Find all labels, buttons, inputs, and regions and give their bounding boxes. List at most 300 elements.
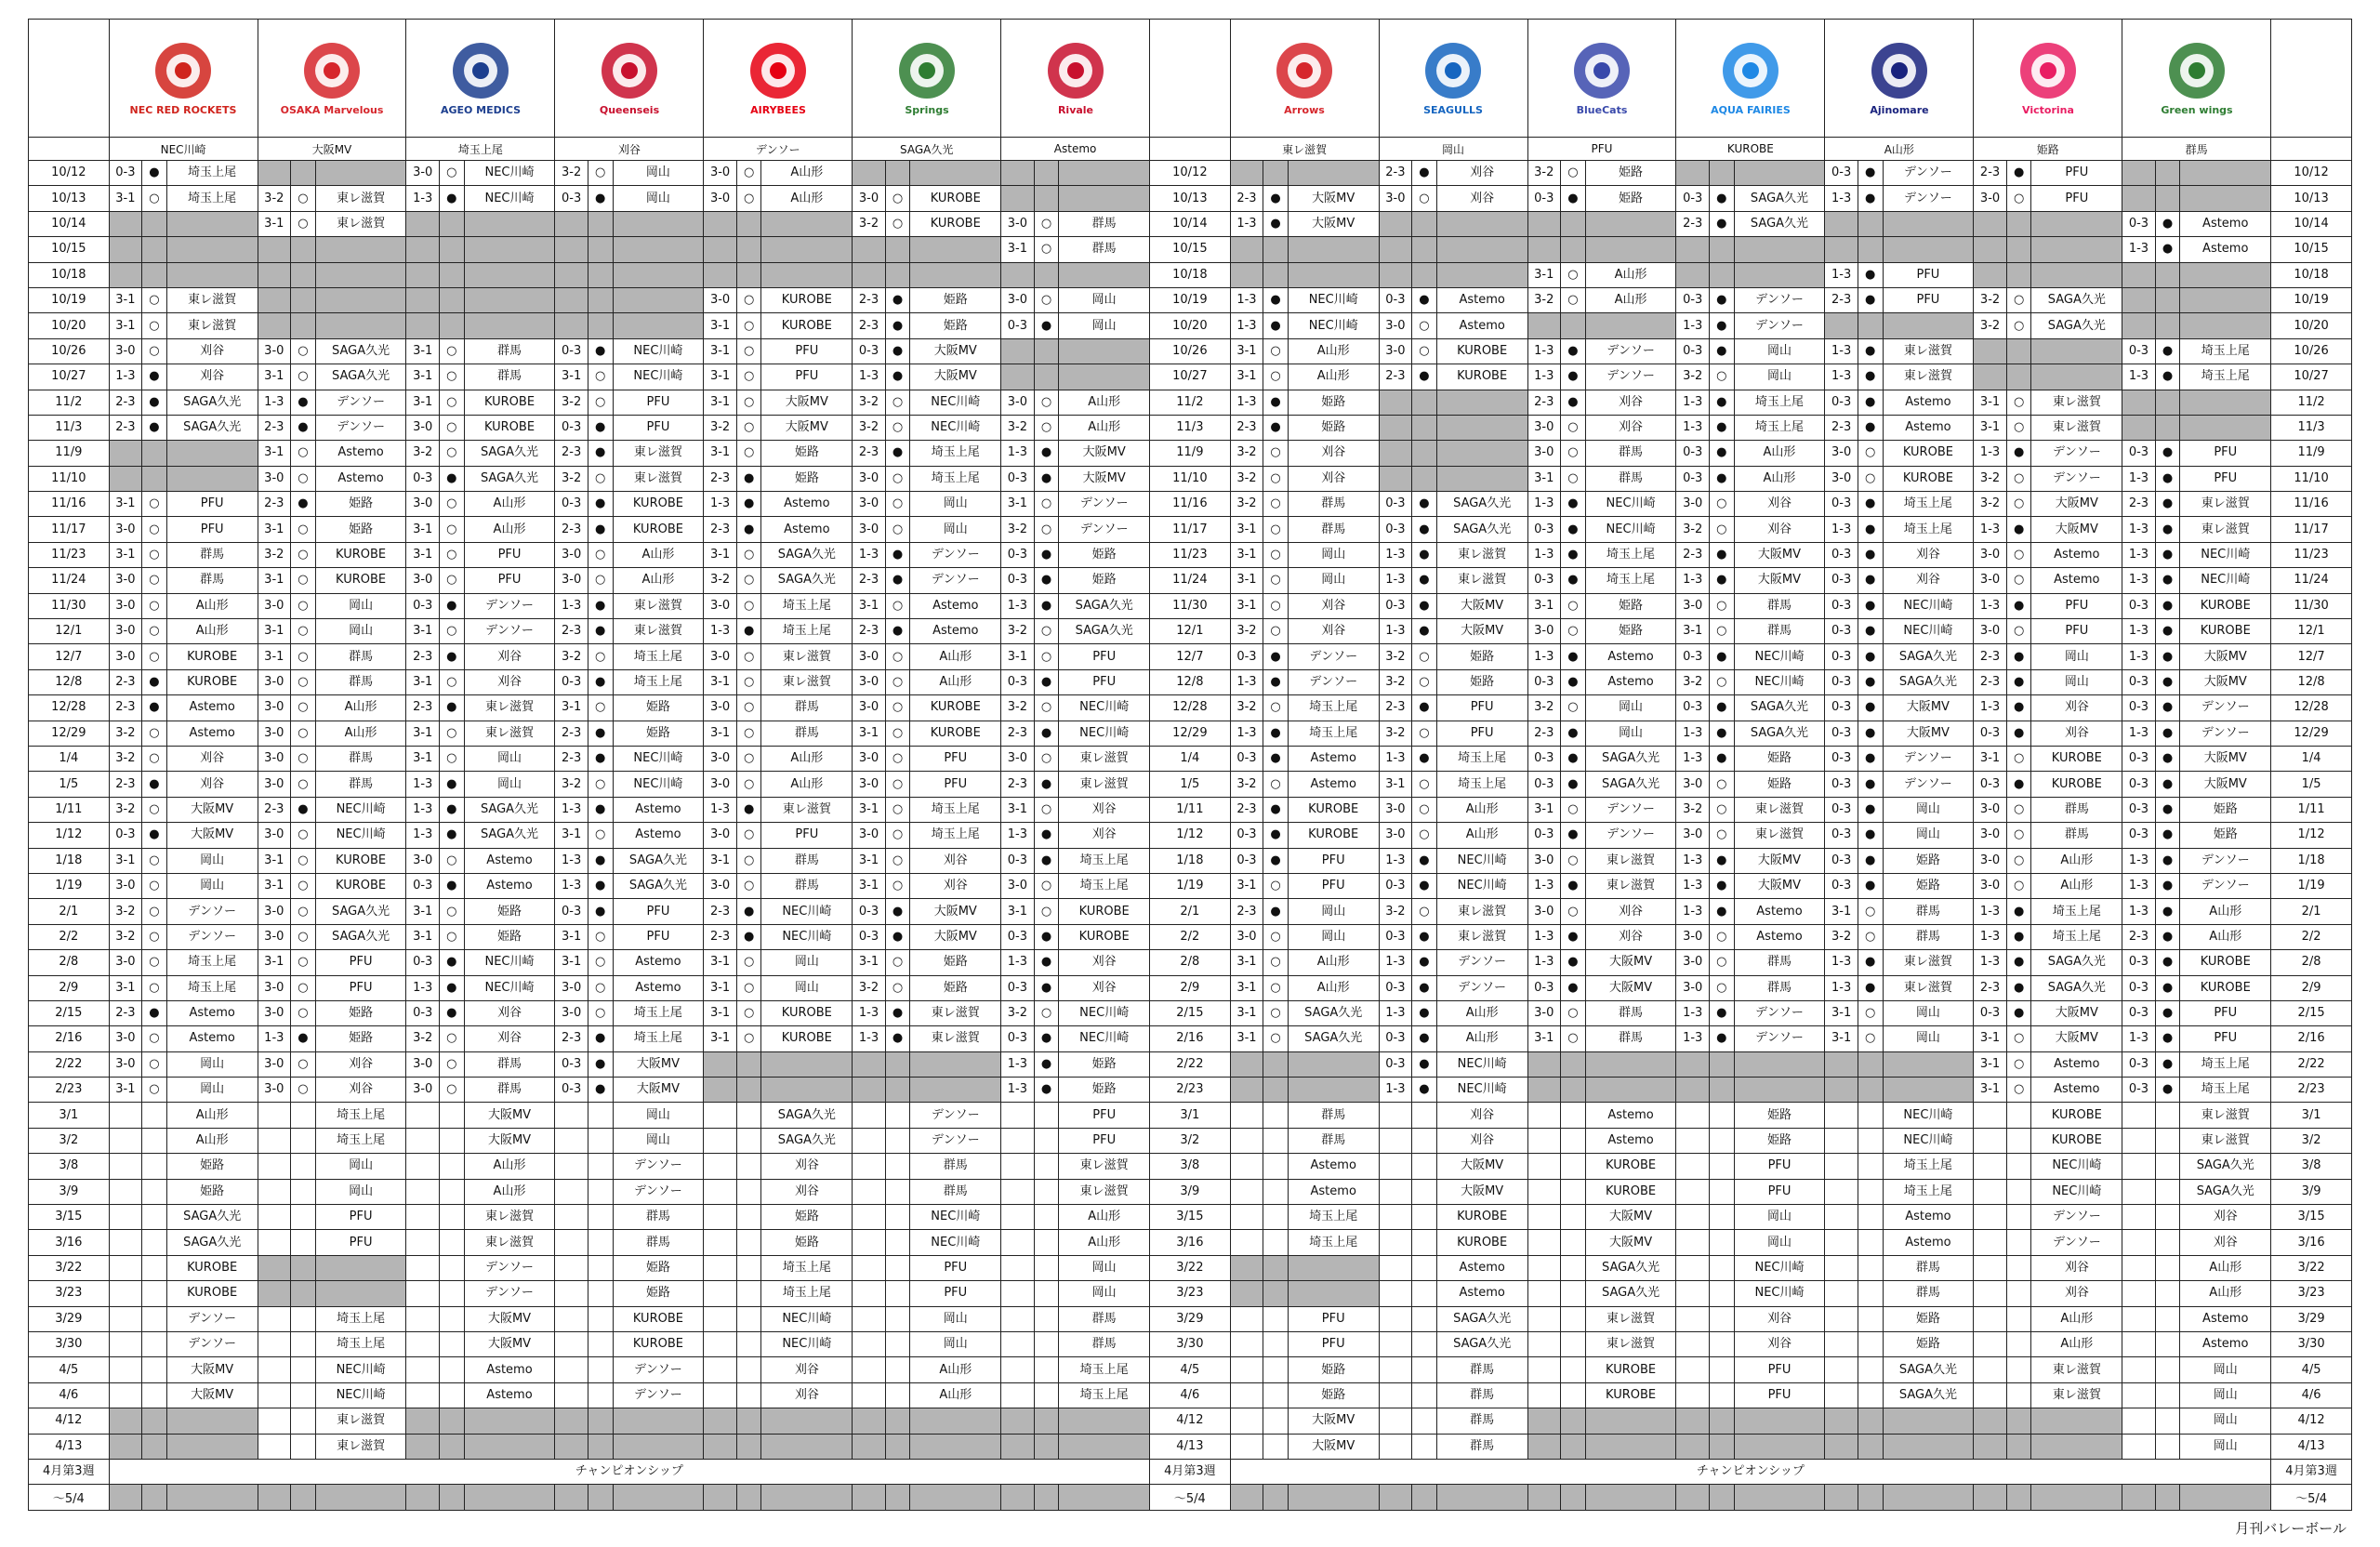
match-score: 3-0	[555, 1000, 588, 1025]
match-result	[439, 1128, 464, 1153]
no-match-opponent	[464, 1408, 555, 1434]
match-score: 3-1	[406, 746, 440, 771]
match-opponent: 東レ滋賀	[1059, 1179, 1150, 1204]
match-score	[1230, 1382, 1263, 1408]
match-result	[1412, 1255, 1437, 1280]
match-score: 3-2	[1676, 517, 1710, 542]
match-opponent: 姫路	[2180, 823, 2271, 848]
match-opponent: 埼玉上尾	[2180, 1078, 2271, 1103]
table-row	[29, 517, 2352, 542]
match-result: ○	[588, 823, 613, 848]
match-opponent: SAGA久光	[1288, 1026, 1379, 1051]
match-result: ●	[1034, 593, 1059, 618]
match-opponent: 東レ滋賀	[2031, 1357, 2122, 1382]
no-match-score	[1230, 237, 1263, 262]
match-result: ○	[2006, 390, 2031, 415]
match-score: 3-0	[853, 772, 886, 797]
match-result: ●	[588, 669, 613, 694]
table-row	[29, 1078, 2352, 1103]
match-result: ○	[885, 975, 910, 1000]
match-score	[2122, 1357, 2156, 1382]
match-result: ○	[885, 593, 910, 618]
match-score: 3-2	[1001, 415, 1035, 440]
no-match-result	[2155, 186, 2180, 211]
no-match-opponent	[1288, 161, 1379, 186]
match-opponent: 刈谷	[2031, 695, 2122, 721]
match-result: ●	[2155, 797, 2180, 822]
no-match-opponent	[910, 1078, 1001, 1103]
championship-end: ～5/4	[29, 1485, 110, 1510]
match-result: ●	[142, 415, 167, 440]
match-opponent: 群馬	[315, 772, 406, 797]
match-opponent: Astemo	[315, 466, 406, 491]
no-match-opponent	[761, 1408, 853, 1434]
match-score: 0-3	[1379, 593, 1412, 618]
date-cell-right: 1/11	[2271, 797, 2352, 822]
match-result: ○	[439, 415, 464, 440]
match-score: 3-0	[258, 772, 291, 797]
match-score	[704, 1306, 737, 1331]
no-match-score	[555, 1408, 588, 1434]
date-cell-mid: 12/1	[1150, 619, 1231, 644]
match-result: ○	[736, 364, 761, 390]
match-result: ○	[1263, 1026, 1289, 1051]
no-match-result	[291, 237, 316, 262]
match-result: ○	[736, 848, 761, 873]
match-opponent: 岡山	[166, 1051, 258, 1077]
match-result: ○	[1412, 338, 1437, 364]
no-match-score	[406, 1408, 440, 1434]
match-opponent: 大阪MV	[464, 1331, 555, 1356]
match-opponent: SAGA久光	[2031, 287, 2122, 312]
championship-gray	[1676, 1485, 1710, 1510]
date-cell-right: 3/30	[2271, 1331, 2352, 1356]
match-score	[1001, 1306, 1035, 1331]
match-score	[258, 1382, 291, 1408]
date-cell-right: 10/20	[2271, 313, 2352, 338]
match-opponent: 刈谷	[1734, 1331, 1825, 1356]
match-score	[1825, 1281, 1858, 1306]
match-opponent: Astemo	[464, 873, 555, 898]
match-score: 3-1	[704, 364, 737, 390]
match-result	[2006, 1357, 2031, 1382]
match-result	[2006, 1230, 2031, 1255]
springs-icon	[880, 27, 973, 129]
table-row	[29, 1230, 2352, 1255]
no-match-score	[1825, 237, 1858, 262]
match-score: 0-3	[406, 950, 440, 975]
match-result: ○	[2006, 1026, 2031, 1051]
date-cell: 2/8	[29, 950, 110, 975]
date-cell: 2/1	[29, 899, 110, 924]
match-score: 3-1	[258, 848, 291, 873]
match-opponent: KUROBE	[910, 211, 1001, 236]
match-result	[588, 1179, 613, 1204]
match-opponent: A山形	[910, 1382, 1001, 1408]
match-score: 3-0	[1379, 186, 1412, 211]
table-row	[29, 873, 2352, 898]
no-match-score	[406, 262, 440, 287]
match-score	[1001, 1154, 1035, 1179]
match-result	[1263, 1434, 1289, 1459]
date-cell-right: 12/7	[2271, 644, 2352, 669]
match-opponent: SAGA久光	[166, 415, 258, 440]
match-opponent: KUROBE	[613, 517, 704, 542]
match-score: 0-3	[1825, 619, 1858, 644]
match-result	[1561, 1154, 1586, 1179]
match-result	[1858, 1281, 1883, 1306]
match-score	[1825, 1103, 1858, 1128]
match-score	[1001, 1382, 1035, 1408]
date-cell: 3/30	[29, 1331, 110, 1356]
match-result	[1034, 1382, 1059, 1408]
match-score	[1230, 1230, 1263, 1255]
match-opponent: 群馬	[1734, 619, 1825, 644]
match-result: ○	[885, 492, 910, 517]
match-opponent: 刈谷	[2180, 1205, 2271, 1230]
match-score: 0-3	[109, 823, 142, 848]
match-result: ●	[142, 161, 167, 186]
match-result: ○	[588, 772, 613, 797]
match-result: ○	[142, 338, 167, 364]
date-cell-right: 3/8	[2271, 1154, 2352, 1179]
match-opponent: KUROBE	[761, 1026, 853, 1051]
match-score	[2122, 1331, 2156, 1356]
match-opponent: 東レ滋賀	[1734, 797, 1825, 822]
match-result: ○	[588, 466, 613, 491]
no-match-score	[258, 1255, 291, 1280]
match-opponent: PFU	[910, 1255, 1001, 1280]
no-match-result	[1709, 1408, 1734, 1434]
match-opponent: NEC川崎	[761, 1306, 853, 1331]
match-score: 3-1	[109, 848, 142, 873]
match-opponent: NEC川崎	[1288, 313, 1379, 338]
match-result: ○	[1709, 593, 1734, 618]
match-opponent: NEC川崎	[464, 950, 555, 975]
match-opponent: 姫路	[1059, 1051, 1150, 1077]
match-result: ●	[1263, 721, 1289, 746]
match-opponent: KUROBE	[166, 1255, 258, 1280]
match-result: ○	[1709, 517, 1734, 542]
match-opponent: 東レ滋賀	[166, 287, 258, 312]
match-score	[1527, 1357, 1561, 1382]
match-score: 3-0	[853, 669, 886, 694]
match-result: ○	[1263, 619, 1289, 644]
championship-label: チャンピオンシップ	[109, 1459, 1149, 1484]
match-score: 1-3	[1974, 695, 2007, 721]
match-opponent: 刈谷	[1436, 186, 1527, 211]
match-result	[142, 1255, 167, 1280]
date-cell-mid: 4/13	[1150, 1434, 1231, 1459]
match-opponent: Astemo	[166, 1026, 258, 1051]
no-match-opponent	[1883, 1408, 1974, 1434]
match-score	[1379, 1331, 1412, 1356]
match-score	[853, 1205, 886, 1230]
match-score: 3-0	[704, 746, 737, 771]
match-opponent: 埼玉上尾	[910, 466, 1001, 491]
match-opponent: Astemo	[1734, 924, 1825, 949]
match-result	[1561, 1382, 1586, 1408]
match-score: 3-1	[704, 390, 737, 415]
match-score	[109, 1230, 142, 1255]
match-score	[1001, 1179, 1035, 1204]
date-cell: 2/15	[29, 1000, 110, 1025]
championship-gray	[406, 1485, 440, 1510]
match-result: ●	[1858, 950, 1883, 975]
match-opponent: 埼玉上尾	[2180, 364, 2271, 390]
match-result	[1263, 1331, 1289, 1356]
match-result	[1034, 1154, 1059, 1179]
match-score: 1-3	[1825, 262, 1858, 287]
match-score	[1527, 1128, 1561, 1153]
match-opponent: 岡山	[464, 746, 555, 771]
match-opponent: A山形	[1585, 287, 1676, 312]
no-match-result	[1858, 1408, 1883, 1434]
match-score: 3-2	[406, 441, 440, 466]
match-result: ○	[142, 517, 167, 542]
match-opponent: 大阪MV	[613, 1051, 704, 1077]
match-result: ○	[736, 186, 761, 211]
table-row	[29, 364, 2352, 390]
no-match-opponent	[1734, 1078, 1825, 1103]
match-opponent: 姫路	[166, 1179, 258, 1204]
match-score	[406, 1306, 440, 1331]
match-opponent: 大阪MV	[761, 390, 853, 415]
match-score	[1230, 1331, 1263, 1356]
match-score: 0-3	[2122, 975, 2156, 1000]
team-name: 姫路	[1974, 138, 2122, 161]
match-result: ●	[588, 797, 613, 822]
no-match-opponent	[613, 1408, 704, 1434]
match-opponent: NEC川崎	[613, 364, 704, 390]
match-opponent: NEC川崎	[1059, 721, 1150, 746]
match-opponent: NEC川崎	[613, 746, 704, 771]
match-result	[1561, 1357, 1586, 1382]
match-opponent: A山形	[1436, 823, 1527, 848]
match-opponent: 埼玉上尾	[315, 1306, 406, 1331]
match-opponent: 群馬	[1059, 1331, 1150, 1356]
no-match-score	[1379, 262, 1412, 287]
no-match-opponent	[1883, 1078, 1974, 1103]
no-match-opponent	[1436, 211, 1527, 236]
match-result: ○	[291, 1051, 316, 1077]
no-match-result	[588, 1434, 613, 1459]
table-row	[29, 211, 2352, 236]
match-score: 3-0	[1974, 186, 2007, 211]
match-result	[2006, 1103, 2031, 1128]
match-opponent: 大阪MV	[2031, 1000, 2122, 1025]
match-score: 3-2	[1001, 1000, 1035, 1025]
match-opponent: デンソー	[166, 899, 258, 924]
match-result: ○	[291, 721, 316, 746]
match-result	[2006, 1382, 2031, 1408]
match-opponent: 群馬	[315, 746, 406, 771]
match-result: ●	[142, 695, 167, 721]
match-opponent: 刈谷	[1288, 466, 1379, 491]
match-score	[1676, 1281, 1710, 1306]
no-match-score	[1527, 1408, 1561, 1434]
match-result: ●	[142, 669, 167, 694]
match-result: ●	[2006, 161, 2031, 186]
match-opponent: 岡山	[315, 593, 406, 618]
match-result: ●	[1561, 873, 1586, 898]
match-score: 3-0	[109, 619, 142, 644]
date-cell-mid: 10/27	[1150, 364, 1231, 390]
match-opponent: 群馬	[1436, 1357, 1527, 1382]
match-score	[109, 1357, 142, 1382]
match-result: ●	[1858, 695, 1883, 721]
no-match-score	[1230, 161, 1263, 186]
match-score: 0-3	[2122, 950, 2156, 975]
match-score: 2-3	[1230, 899, 1263, 924]
match-result: ●	[1858, 644, 1883, 669]
match-opponent: 岡山	[2180, 1408, 2271, 1434]
match-opponent: 岡山	[1059, 1255, 1150, 1280]
championship-gray	[1561, 1485, 1586, 1510]
match-result: ○	[736, 644, 761, 669]
match-opponent: PFU	[1883, 262, 1974, 287]
match-result: ●	[1561, 390, 1586, 415]
match-opponent: PFU	[1734, 1357, 1825, 1382]
table-row	[29, 669, 2352, 694]
match-score: 3-1	[704, 542, 737, 567]
match-result: ○	[1263, 568, 1289, 593]
no-match-score	[1676, 1408, 1710, 1434]
match-result	[1709, 1306, 1734, 1331]
match-opponent: KUROBE	[910, 695, 1001, 721]
match-opponent: SAGA久光	[1883, 644, 1974, 669]
match-score: 3-2	[109, 746, 142, 771]
match-opponent: KUROBE	[2180, 950, 2271, 975]
date-cell-mid: 1/5	[1150, 772, 1231, 797]
match-score: 1-3	[406, 975, 440, 1000]
match-result	[2155, 1255, 2180, 1280]
match-opponent: 岡山	[910, 1331, 1001, 1356]
match-result: ●	[439, 772, 464, 797]
match-result: ●	[1561, 975, 1586, 1000]
match-opponent: 姫路	[1585, 593, 1676, 618]
championship-label-right: チャンピオンシップ	[1230, 1459, 2270, 1484]
match-result: ○	[1263, 1000, 1289, 1025]
match-opponent: SAGA久光	[2180, 1154, 2271, 1179]
match-score: 3-1	[853, 721, 886, 746]
table-row	[29, 1103, 2352, 1128]
match-opponent: 岡山	[1288, 568, 1379, 593]
match-score: 2-3	[109, 669, 142, 694]
date-cell-mid: 11/17	[1150, 517, 1231, 542]
match-result: ●	[588, 848, 613, 873]
match-score: 3-1	[1676, 619, 1710, 644]
match-score: 3-0	[1001, 746, 1035, 771]
match-score: 1-3	[2122, 848, 2156, 873]
match-score	[555, 1230, 588, 1255]
match-opponent: 群馬	[315, 669, 406, 694]
match-score: 0-3	[1527, 975, 1561, 1000]
match-score: 1-3	[1527, 950, 1561, 975]
no-match-opponent	[1288, 237, 1379, 262]
match-opponent: A山形	[2031, 848, 2122, 873]
date-cell-right: 10/27	[2271, 364, 2352, 390]
table-row	[29, 1434, 2352, 1459]
match-result: ○	[736, 950, 761, 975]
match-result: ●	[142, 390, 167, 415]
match-score: 3-2	[1230, 772, 1263, 797]
match-result: ●	[2155, 873, 2180, 898]
table-row	[29, 390, 2352, 415]
match-opponent: 大阪MV	[464, 1128, 555, 1153]
match-result: ○	[1263, 950, 1289, 975]
match-result	[1709, 1382, 1734, 1408]
match-score: 2-3	[406, 644, 440, 669]
match-result: ●	[1561, 924, 1586, 949]
match-score: 3-1	[1825, 899, 1858, 924]
match-opponent: PFU	[2180, 1026, 2271, 1051]
match-score: 3-0	[1676, 975, 1710, 1000]
no-match-score	[555, 237, 588, 262]
match-result: ●	[1709, 441, 1734, 466]
match-opponent: 大阪MV	[910, 924, 1001, 949]
no-match-opponent	[2180, 287, 2271, 312]
date-cell-mid: 2/8	[1150, 950, 1231, 975]
no-match-opponent	[2031, 237, 2122, 262]
schedule-table	[28, 19, 2352, 1511]
match-result: ●	[1709, 721, 1734, 746]
match-opponent: 大阪MV	[761, 415, 853, 440]
match-result: ○	[142, 1026, 167, 1051]
match-result	[1263, 1205, 1289, 1230]
match-opponent: 東レ滋賀	[2031, 1382, 2122, 1408]
match-opponent: 群馬	[166, 568, 258, 593]
match-result	[736, 1255, 761, 1280]
match-opponent: 刈谷	[2031, 1255, 2122, 1280]
match-result: ●	[1858, 364, 1883, 390]
match-score	[1527, 1103, 1561, 1128]
date-cell-right: 2/2	[2271, 924, 2352, 949]
match-score: 0-3	[1527, 746, 1561, 771]
match-opponent: デンソー	[1734, 287, 1825, 312]
match-score: 3-1	[1001, 237, 1035, 262]
match-result: ○	[1858, 441, 1883, 466]
date-cell-right: 3/1	[2271, 1103, 2352, 1128]
match-result: ○	[2006, 287, 2031, 312]
match-score: 1-3	[704, 619, 737, 644]
match-result	[2155, 1179, 2180, 1204]
match-score	[1527, 1205, 1561, 1230]
match-opponent: 埼玉上尾	[1288, 695, 1379, 721]
match-result	[291, 1230, 316, 1255]
match-result: ○	[885, 466, 910, 491]
match-result	[885, 1281, 910, 1306]
match-result: ○	[1412, 797, 1437, 822]
match-score: 0-3	[1974, 1000, 2007, 1025]
table-row	[29, 186, 2352, 211]
no-match-score	[406, 313, 440, 338]
date-cell-mid: 2/1	[1150, 899, 1231, 924]
match-result: ●	[1858, 415, 1883, 440]
match-score: 3-2	[1001, 619, 1035, 644]
match-result: ○	[439, 746, 464, 771]
match-opponent: NEC川崎	[1288, 287, 1379, 312]
match-result	[736, 1179, 761, 1204]
match-result: ○	[1263, 517, 1289, 542]
date-cell: 11/3	[29, 415, 110, 440]
match-opponent: PFU	[910, 746, 1001, 771]
match-score: 1-3	[1676, 390, 1710, 415]
no-match-result	[2006, 262, 2031, 287]
match-opponent: 群馬	[1585, 466, 1676, 491]
match-result	[439, 1281, 464, 1306]
match-score: 3-0	[109, 338, 142, 364]
